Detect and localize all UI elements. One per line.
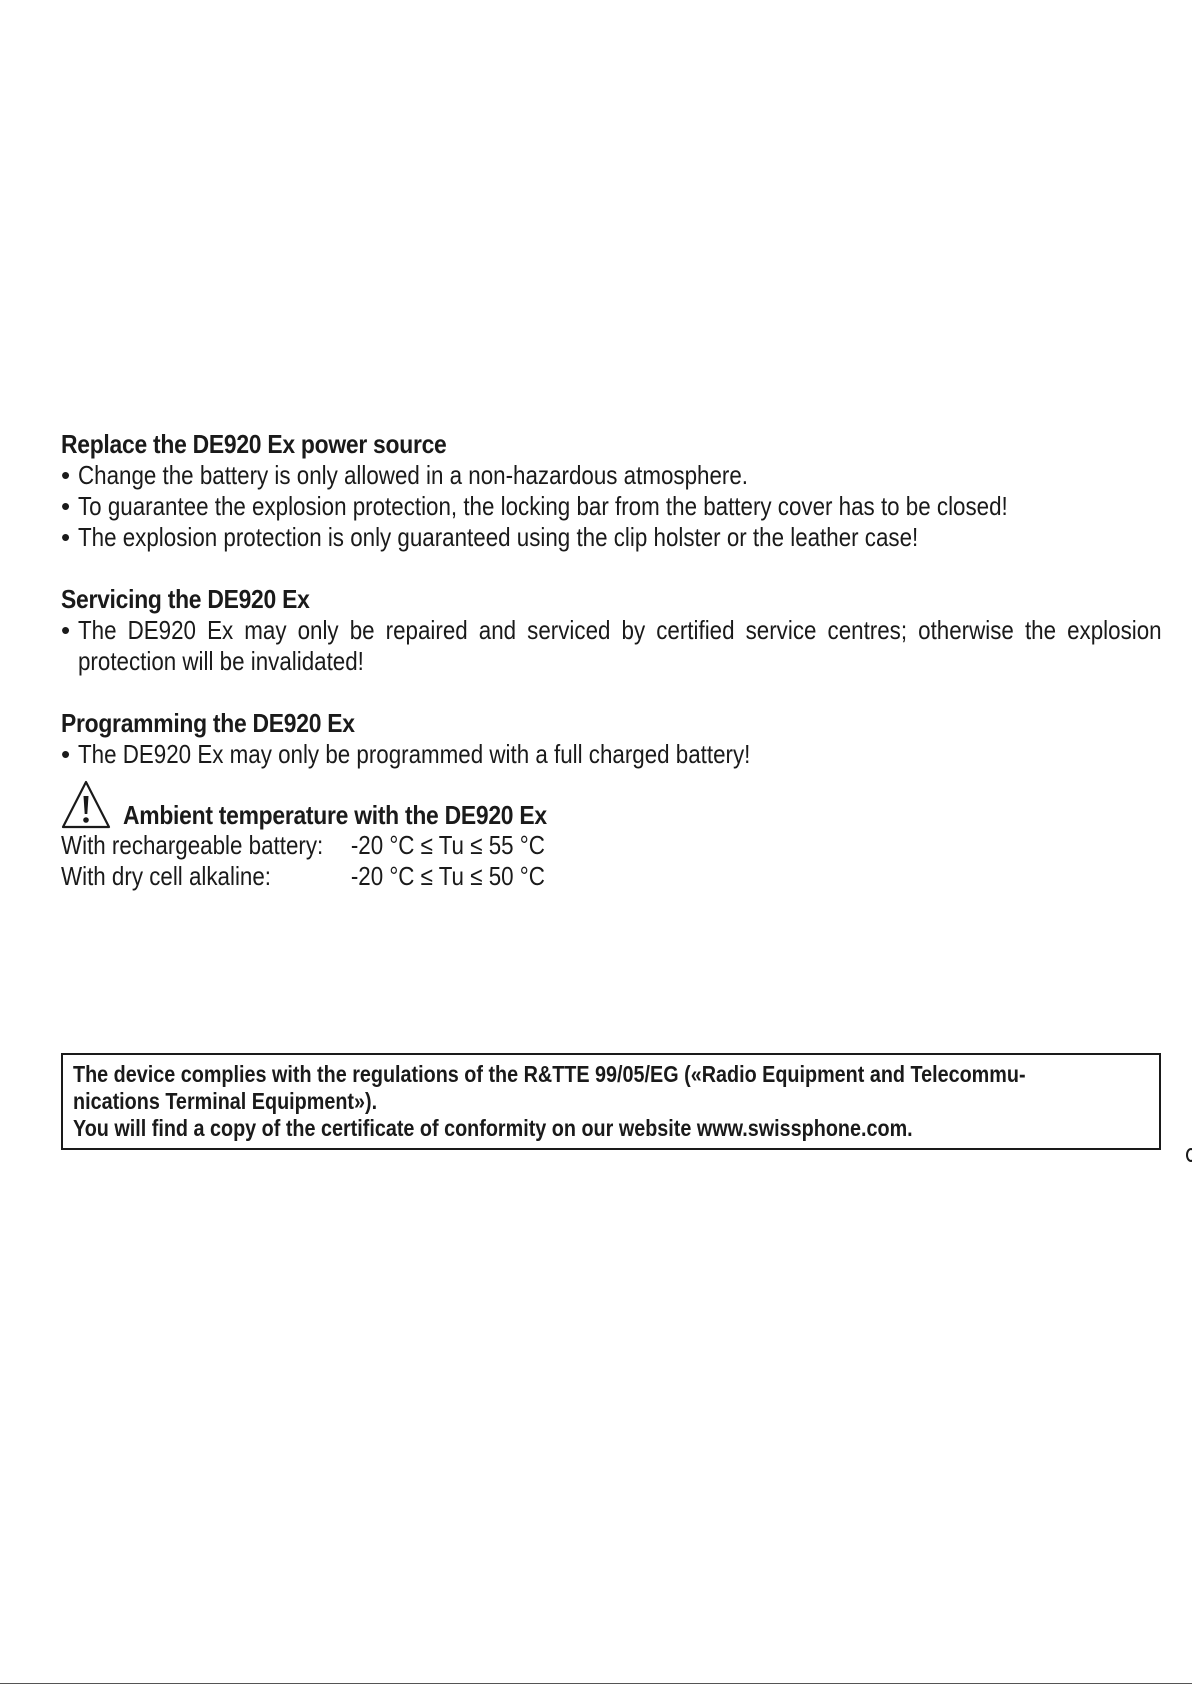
document-body [61,428,1165,922]
warning-icon [61,780,111,830]
temperature-label: With rechargeable battery: [61,830,324,860]
list-item: • Change the battery is only allowed in a non-hazardous atmosphere. [61,460,748,490]
temperature-value: -20 °C ≤ Tu ≤ 50 °C [350,861,545,891]
bullet-list [61,460,1165,553]
section-ambient-temperature [61,778,1165,892]
page-bottom-rule [0,1683,1192,1684]
table-row [61,830,1010,861]
bullet-list [61,615,1165,677]
list-item: • The DE920 Ex may only be repaired and serviced by certified service centres; otherwise the explosion protection will be invalidated! [61,615,1162,676]
temperature-table [61,830,1165,892]
list-item: • To guarantee the explosion protection, the locking bar from the battery cover has to be closed! [61,491,1008,521]
section-heading: Programming the DE920 Ex [61,708,355,738]
notice-line: The device complies with the regulations of the R&TTE 99/05/EG («Radio Equipment and Telecommu- [73,1061,1026,1087]
compliance-notice-box [61,1053,1161,1150]
temperature-label: With dry cell alkaline: [61,861,272,891]
section-replace-power-source [61,428,1165,553]
notice-line: nications Terminal Equipment»). [73,1088,378,1114]
section-programming [61,707,1165,770]
list-item: • The explosion protection is only guaranteed using the clip holster or the leather case! [61,522,919,552]
section-heading: Replace the DE920 Ex power source [61,429,447,459]
edge-mark [1186,1148,1192,1162]
warning-heading [61,778,1165,830]
table-row [61,861,1010,892]
notice-line: You will find a copy of the certificate of conformity on our website www.swissphone.com. [73,1115,913,1141]
section-servicing [61,583,1165,677]
section-heading: Servicing the DE920 Ex [61,584,310,614]
list-item: • The DE920 Ex may only be programmed with a full charged battery! [61,739,751,769]
bullet-list [61,739,1165,770]
section-heading: Ambient temperature with the DE920 Ex [123,800,547,830]
temperature-value: -20 °C ≤ Tu ≤ 55 °C [350,830,545,860]
